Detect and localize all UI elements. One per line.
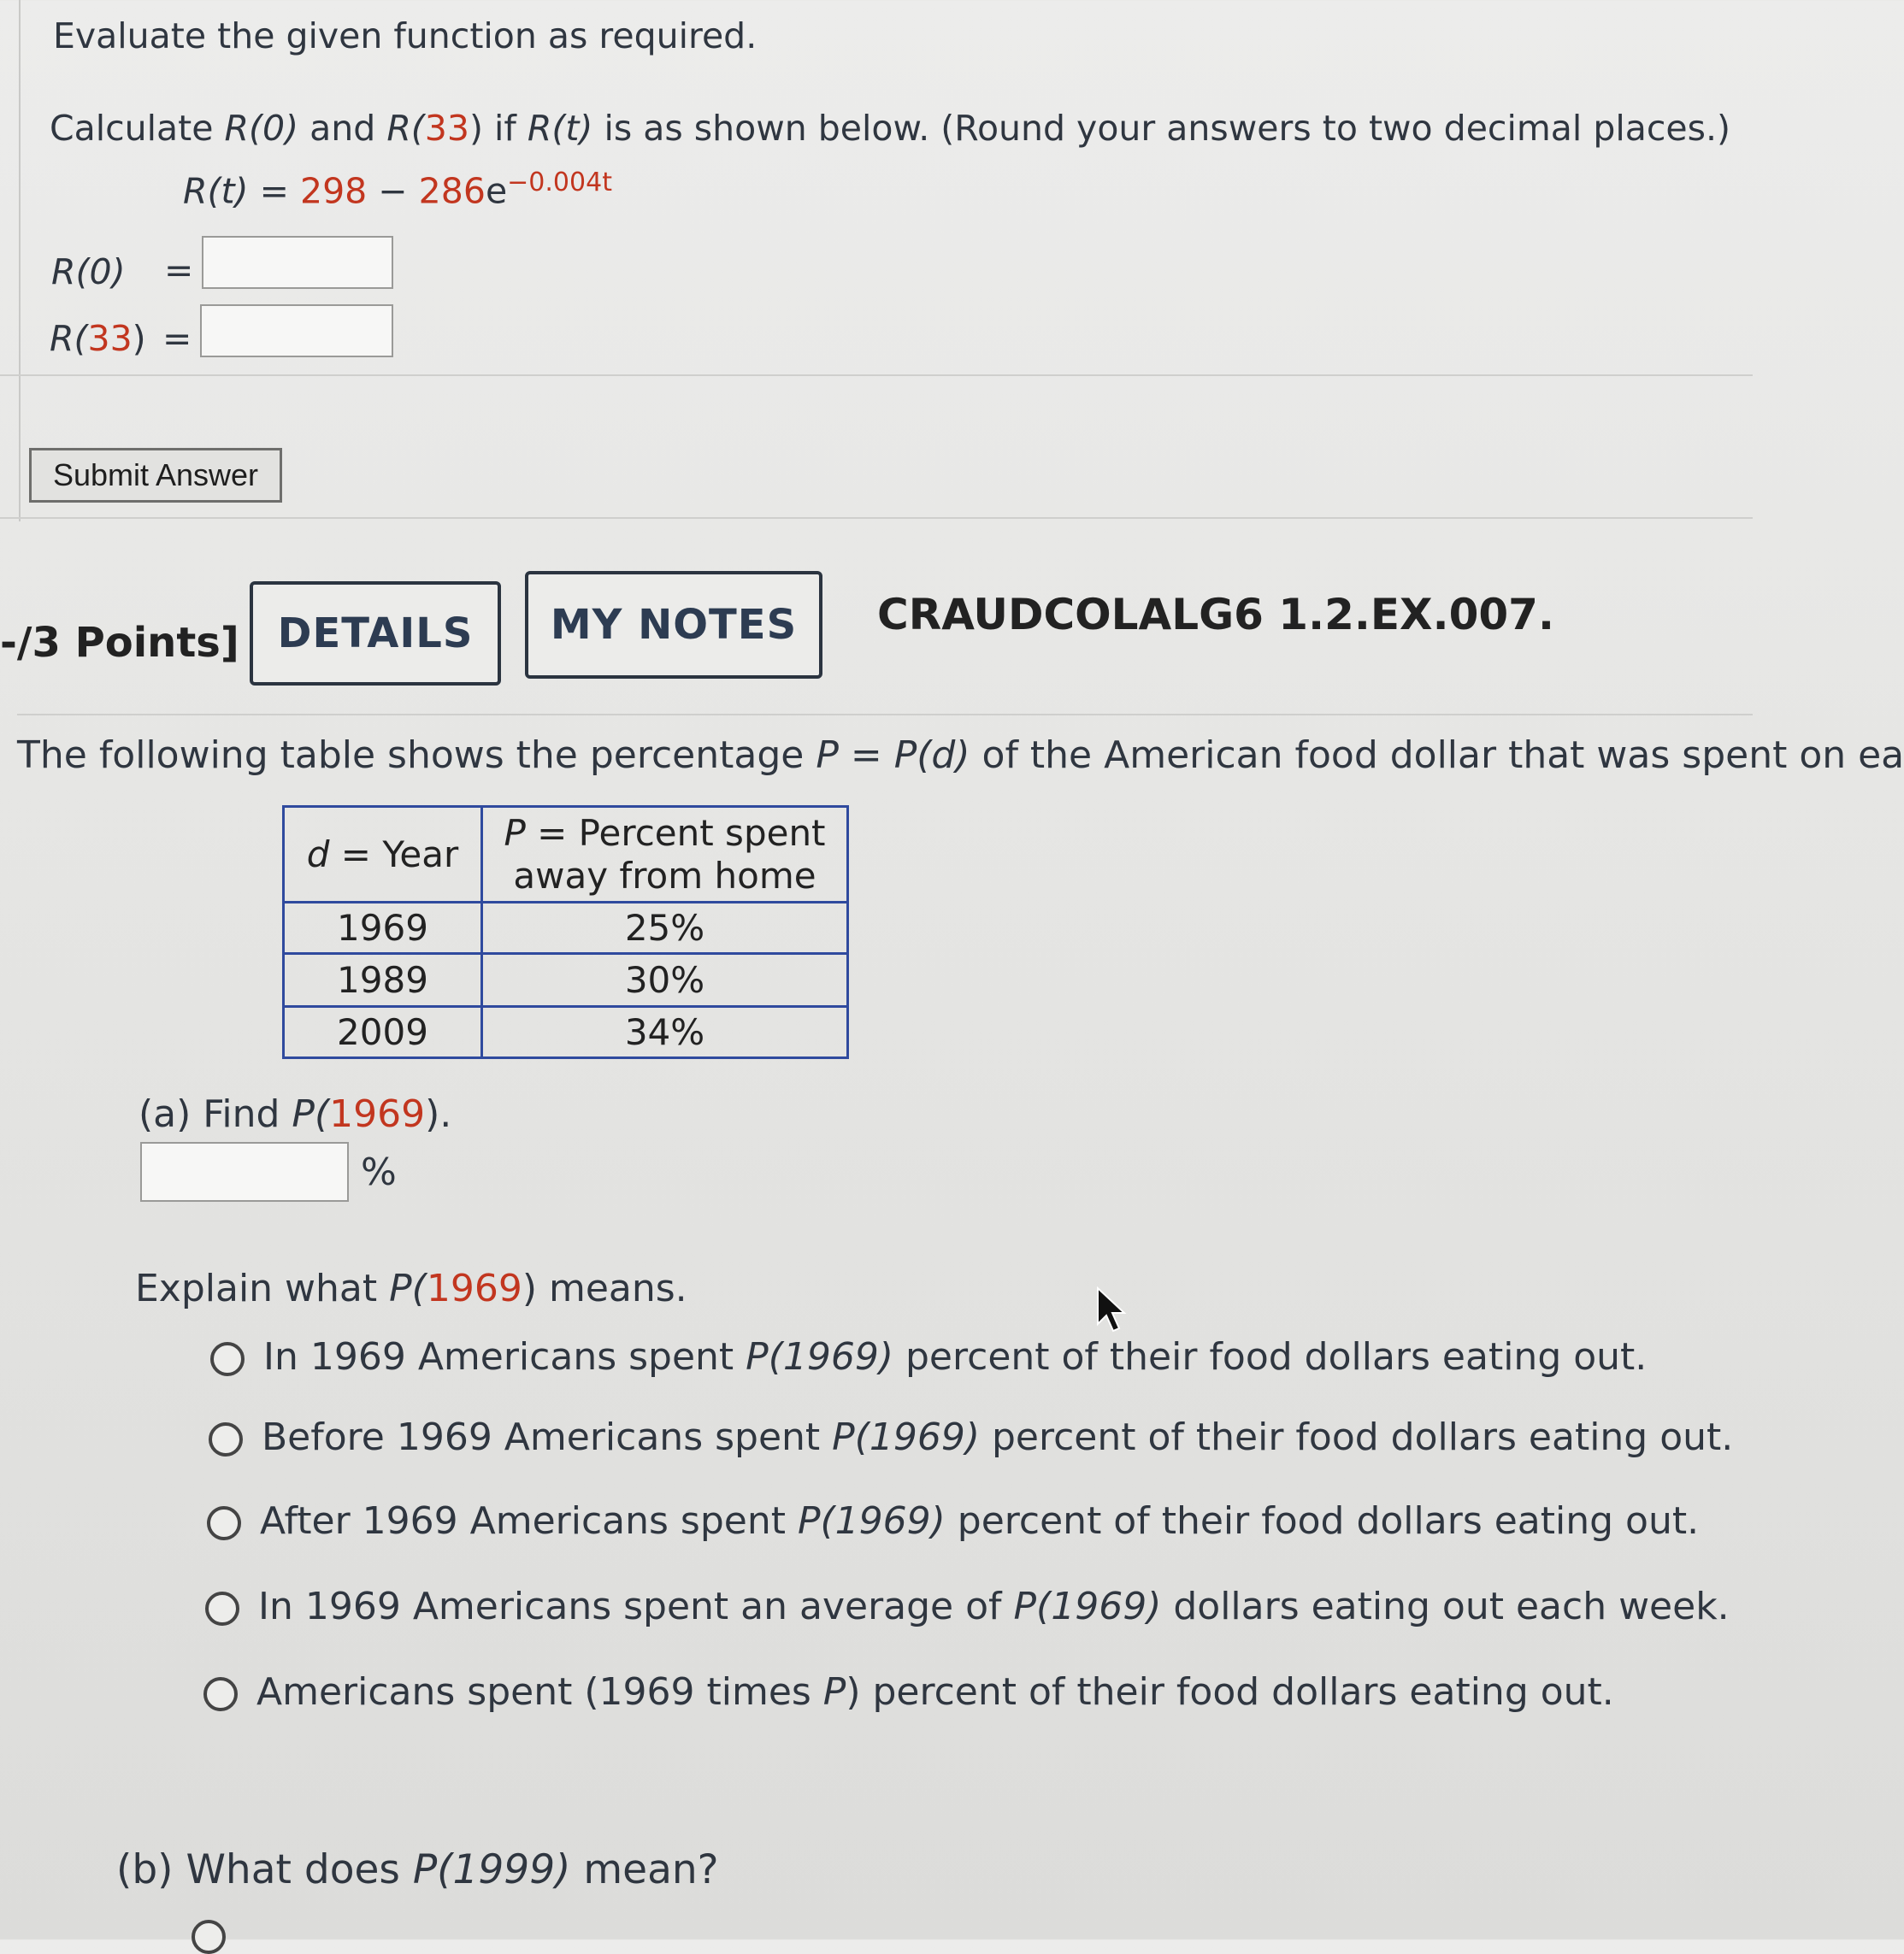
option-label[interactable]: Americans spent (1969 times P) percent of their food dollars eating out. bbox=[256, 1670, 1614, 1714]
option-radio[interactable] bbox=[209, 1422, 243, 1457]
option-label[interactable]: In 1969 Americans spent an average of P(1969) dollars eating out each week. bbox=[258, 1585, 1730, 1628]
r0-equals: = bbox=[164, 250, 194, 291]
data-table bbox=[282, 805, 849, 1059]
table-header-row bbox=[284, 807, 848, 903]
option-radio[interactable] bbox=[205, 1592, 239, 1626]
option-radio[interactable] bbox=[210, 1342, 245, 1376]
part-b-prompt: (b) What does P(1999) mean? bbox=[116, 1846, 719, 1893]
divider bbox=[0, 374, 1753, 376]
explain-prompt: Explain what P(1969) means. bbox=[135, 1267, 687, 1310]
mouse-cursor-icon bbox=[1096, 1286, 1130, 1334]
r0-input[interactable] bbox=[202, 236, 393, 289]
q1-formula: $R(t) = 298 - 286e^{-0.004t}$ bbox=[183, 168, 612, 212]
r0-label: R(0) bbox=[51, 251, 126, 292]
cell-year: 1989 bbox=[284, 954, 482, 1007]
option-radio[interactable] bbox=[192, 1920, 226, 1954]
option-radio[interactable] bbox=[203, 1677, 238, 1711]
r33-equals: = bbox=[162, 318, 192, 359]
part-a-prompt: (a) Find P(1969). bbox=[139, 1092, 452, 1136]
header-year: d = Year bbox=[284, 807, 482, 903]
part-a-input[interactable] bbox=[140, 1142, 349, 1202]
percent-unit: % bbox=[361, 1151, 397, 1194]
q1-instructions: Calculate R(0) and R(33) if R(t) is as shown below. (Round your answers to two decimal places.) bbox=[50, 108, 1731, 149]
header-percent: P = Percent spent away from home bbox=[482, 807, 848, 903]
card-left-edge bbox=[0, 0, 21, 521]
my-notes-button[interactable]: MY NOTES bbox=[525, 571, 822, 679]
divider bbox=[0, 517, 1753, 519]
points-label: -/3 Points] bbox=[0, 619, 239, 667]
option-radio[interactable] bbox=[207, 1506, 241, 1540]
cell-percent: 34% bbox=[482, 1007, 848, 1058]
details-button[interactable]: DETAILS bbox=[250, 581, 501, 686]
divider bbox=[17, 714, 1753, 715]
submit-answer-button[interactable]: Submit Answer bbox=[29, 448, 282, 503]
cell-year: 1969 bbox=[284, 903, 482, 954]
r33-input[interactable] bbox=[200, 304, 393, 357]
cell-percent: 25% bbox=[482, 903, 848, 954]
r33-label: R(33) bbox=[50, 318, 146, 359]
cell-year: 2009 bbox=[284, 1007, 482, 1058]
option-label[interactable]: In 1969 Americans spent P(1969) percent of their food dollars eating out. bbox=[263, 1335, 1648, 1379]
cell-percent: 30% bbox=[482, 954, 848, 1007]
table-row bbox=[284, 1007, 848, 1058]
option-label[interactable]: Before 1969 Americans spent P(1969) percent of their food dollars eating out. bbox=[262, 1415, 1734, 1459]
table-row bbox=[284, 903, 848, 954]
option-label[interactable]: After 1969 Americans spent P(1969) percent of their food dollars eating out. bbox=[260, 1499, 1700, 1543]
table-row bbox=[284, 954, 848, 1007]
table-description: The following table shows the percentage P = P(d) of the American food dollar that was spent on ea bbox=[17, 733, 1904, 777]
q1-intro: Evaluate the given function as required. bbox=[53, 15, 757, 56]
problem-id: CRAUDCOLALG6 1.2.EX.007. bbox=[877, 590, 1554, 639]
